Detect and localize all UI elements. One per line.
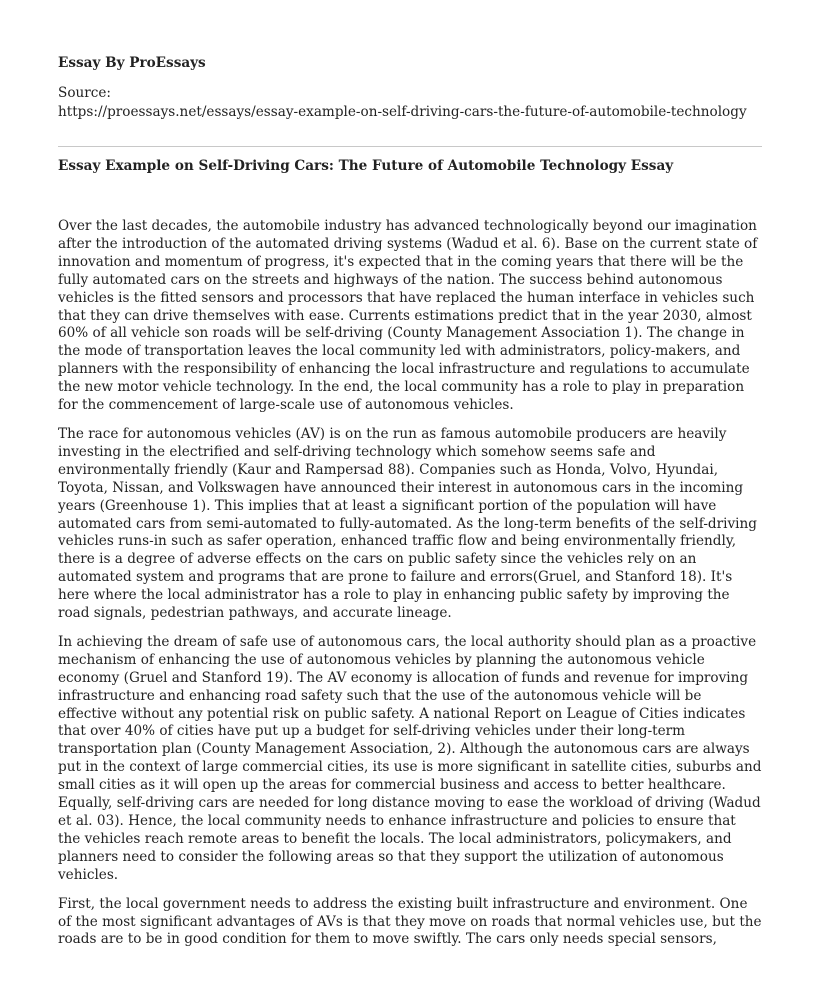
essay-author-line: Essay By ProEssays: [58, 55, 206, 71]
essay-body: [58, 218, 762, 960]
paragraph-3: In achieving the dream of safe use of autonomous cars, the local authority should plan as a proactive mechanism of enhancing the use of autonomous vehicles by planning the autonomous vehicle economy (Gruel and Stanford 19). The AV economy is allocation of funds and revenue for improving infrastructure and enhancing road safety such that the use of the autonomous vehicle will be effective without any potential risk on public safety. A national Report on League of Cities indicates that over 40% of cities have put up a budget for self-driving vehicles under their long-term transportation plan (County Management Association, 2). Although the autonomous cars are always put in the context of large commercial cities, its use is more significant in satellite cities, suburbs and small cities as it will open up the areas for commercial business and access to better healthcare. Equally, self-driving cars are needed for long distance moving to ease the workload of driving (Wadud et al. 03). Hence, the local community needs to enhance infrastructure and policies to ensure that the vehicles reach remote areas to benefit the locals. The local administrators, policymakers, and planners need to consider the following areas so that they support the utilization of autonomous vehicles.: [58, 633, 762, 883]
paragraph-4: First, the local government needs to address the existing built infrastructure and environment. One of the most significant advantages of AVs is that they move on roads that normal vehicles use, but the roads are to be in good condition for them to move swiftly. The cars only needs special sensors,: [58, 895, 762, 948]
paragraph-2: The race for autonomous vehicles (AV) is on the run as famous automobile producers are heavily investing in the electrified and self-driving technology which somehow seems safe and environmentally friendly (Kaur and Rampersad 88). Companies such as Honda, Volvo, Hyundai, Toyota, Nissan, and Volkswagen have announced their interest in autonomous cars in the incoming years (Greenhouse 1). This implies that at least a significant portion of the population will have automated cars from semi-automated to fully-automated. As the long-term benefits of the self-driving vehicles runs-in such as safer operation, enhanced traffic flow and being environmentally friendly, there is a degree of adverse effects on the cars on public safety since the vehicles rely on an automated system and programs that are prone to failure and errors(Gruel, and Stanford 18). It's here where the local administrator has a role to play in enhancing public safety by improving the road signals, pedestrian pathways, and accurate lineage.: [58, 425, 757, 622]
source-label: Source:: [58, 85, 111, 101]
header-divider: [58, 146, 762, 147]
paragraph-1: Over the last decades, the automobile industry has advanced technologically beyond our imagination after the introduction of the automated driving systems (Wadud et al. 6). Base on the current state of innovation and momentum of progress, it's expected that in the coming years that there will be the fully automated cars on the streets and highways of the nation. The success behind autonomous vehicles is the fitted sensors and processors that have replaced the human interface in vehicles such that they can drive themselves with ease. Currents estimations predict that in the year 2030, almost 60% of all vehicle son roads will be self-driving (County Management Association 1). The change in the mode of transportation leaves the local community led with administrators, policy-makers, and planners with the responsibility of enhancing the local infrastructure and regulations to accumulate the new motor vehicle technology. In the end, the local community has a role to play in preparation for the commencement of large-scale use of autonomous vehicles.: [58, 218, 758, 414]
essay-title: Essay Example on Self-Driving Cars: The Future of Automobile Technology Essay: [58, 158, 674, 174]
source-url: https://proessays.net/essays/essay-example-on-self-driving-cars-the-future-of-automobile-technology: [58, 104, 747, 120]
